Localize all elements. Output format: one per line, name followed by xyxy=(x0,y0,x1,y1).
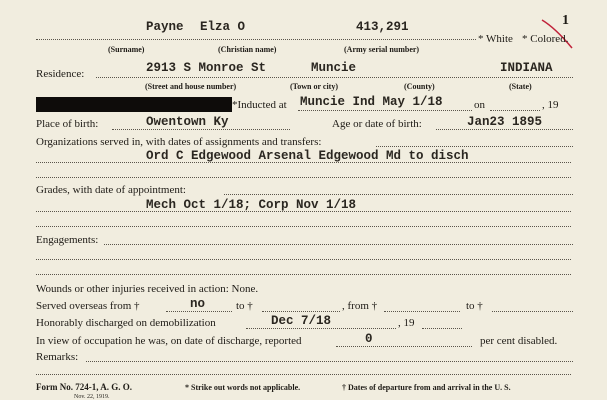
overseas-line-1 xyxy=(166,311,232,312)
town-value: Muncie xyxy=(311,61,357,75)
residence-line xyxy=(96,77,573,78)
serial-number-value: 413,291 xyxy=(356,20,409,34)
grades-value: Mech Oct 1/18; Corp Nov 1/18 xyxy=(146,198,357,212)
grades-label: Grades, with date of appointment: xyxy=(36,184,186,196)
discharge-value: Dec 7/18 xyxy=(271,314,332,328)
on-line xyxy=(490,110,540,111)
age-label: Age or date of birth: xyxy=(332,118,422,130)
form-date: Nov. 22, 1919. xyxy=(74,394,110,400)
grades-line-2 xyxy=(36,211,571,212)
inducted-label: *Inducted at xyxy=(232,99,287,111)
card-number: 1 xyxy=(562,13,569,28)
disability-value: 0 xyxy=(365,332,373,346)
surname-value: Payne xyxy=(146,20,184,34)
overseas-line-3 xyxy=(384,311,460,312)
overseas-from-2: , from † xyxy=(342,300,378,312)
organizations-line-2 xyxy=(36,162,571,163)
year-label: , 19 xyxy=(542,99,559,111)
town-caption: (Town or city) xyxy=(290,82,338,91)
place-of-birth-line xyxy=(112,129,290,130)
disability-suffix: per cent disabled. xyxy=(480,335,558,347)
serial-number-caption: (Army serial number) xyxy=(344,45,420,54)
christian-name-value: Elza O xyxy=(200,20,246,34)
overseas-to-2: to † xyxy=(466,300,483,312)
engagements-line-2 xyxy=(36,259,571,260)
discharge-line xyxy=(246,328,396,329)
inducted-value: Muncie Ind May 1/18 xyxy=(300,95,443,109)
remarks-line-1 xyxy=(86,361,573,362)
residence-label: Residence: xyxy=(36,68,85,80)
colored-label: * Colored. xyxy=(522,33,569,45)
enlisted-redaction xyxy=(36,97,232,112)
engagements-line-3 xyxy=(36,274,571,275)
on-label: on xyxy=(474,99,485,111)
organizations-label: Organizations served in, with dates of assignments and transfers: xyxy=(36,136,322,148)
overseas-line-2 xyxy=(262,311,340,312)
white-label: * White xyxy=(478,33,513,45)
grades-line-1 xyxy=(224,194,573,195)
street-value: 2913 S Monroe St xyxy=(146,61,267,75)
inducted-line xyxy=(298,110,472,111)
wounds-label: Wounds or other injuries received in action: None. xyxy=(36,283,259,295)
engagements-line-1 xyxy=(104,244,573,245)
form-number: Form No. 724-1, A. G. O. xyxy=(36,382,132,392)
disability-label: In view of occupation he was, on date of discharge, reported xyxy=(36,335,302,347)
discharge-label: Honorably discharged on demobilization xyxy=(36,317,216,329)
grades-line-3 xyxy=(36,226,571,227)
street-caption: (Street and house number) xyxy=(145,82,237,91)
organizations-line-3 xyxy=(36,177,571,178)
state-caption: (State) xyxy=(509,82,532,91)
age-value: Jan23 1895 xyxy=(467,115,543,129)
surname-caption: (Surname) xyxy=(108,45,145,54)
christian-name-caption: (Christian name) xyxy=(218,45,277,54)
remarks-line-2 xyxy=(36,374,571,375)
engagements-label: Engagements: xyxy=(36,234,99,246)
name-line xyxy=(36,39,476,40)
organizations-line-1 xyxy=(376,146,573,147)
disability-line xyxy=(336,346,472,347)
age-line xyxy=(436,129,573,130)
overseas-line-4 xyxy=(492,311,573,312)
discharge-year-label: , 19 xyxy=(398,317,415,329)
place-of-birth-value: Owentown Ky xyxy=(146,115,229,129)
place-of-birth-label: Place of birth: xyxy=(36,118,99,130)
dates-note: † Dates of departure from and arrival in the U. S. xyxy=(342,383,511,392)
organizations-value: Ord C Edgewood Arsenal Edgewood Md to disch xyxy=(146,149,469,163)
county-caption: (County) xyxy=(404,82,435,91)
state-value: INDIANA xyxy=(500,61,553,75)
remarks-label: Remarks: xyxy=(36,351,79,363)
overseas-label: Served overseas from † xyxy=(36,300,140,312)
discharge-year-line xyxy=(422,328,462,329)
overseas-from-value: no xyxy=(190,297,206,311)
overseas-to-1: to † xyxy=(236,300,253,312)
strike-out-note: * Strike out words not applicable. xyxy=(185,383,301,392)
